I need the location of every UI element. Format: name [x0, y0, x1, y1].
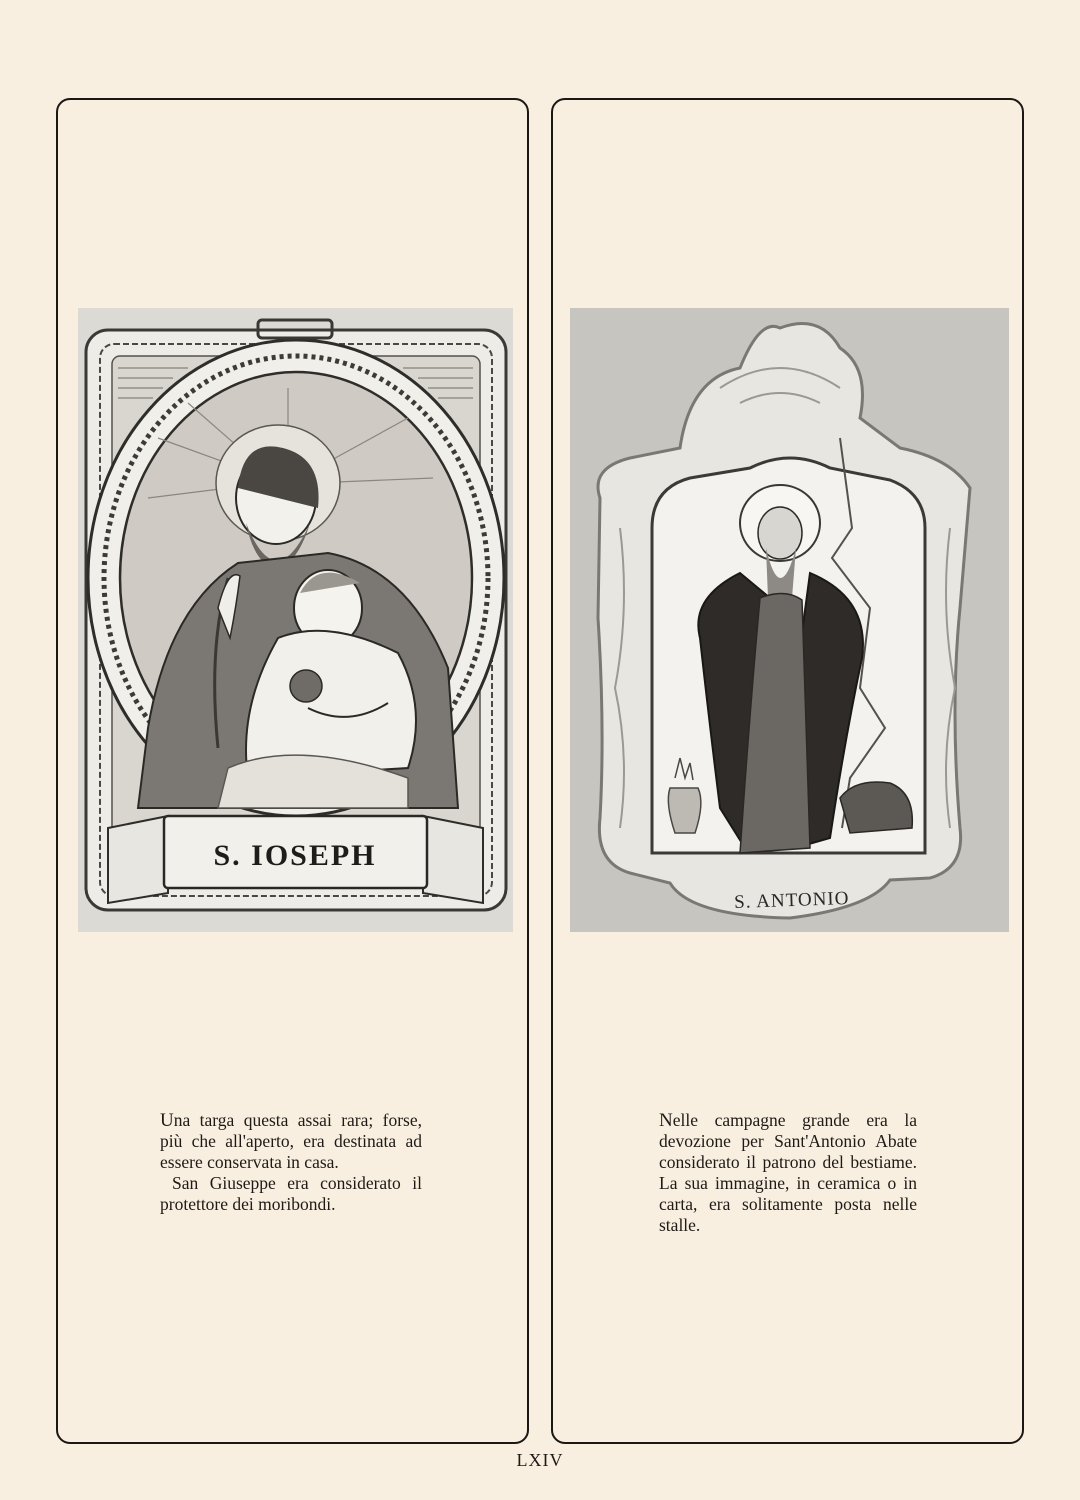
caption-san-giuseppe — [160, 1110, 422, 1215]
caption-paragraph-1 — [659, 1110, 917, 1236]
photo-san-giuseppe — [78, 308, 513, 932]
drop-letter: U — [160, 1110, 174, 1131]
plaque-inscription-antonio: S. ANTONIO — [733, 887, 850, 914]
plaque-inscription-joseph: S. IOSEPH — [213, 839, 377, 872]
caption-sant-antonio — [659, 1110, 917, 1236]
caption-text: na targa questa assai rara; forse, più che all'aperto, era destinata ad essere conservata in casa. — [160, 1110, 422, 1172]
caption-paragraph-1 — [160, 1110, 422, 1173]
ceramic-plaque-san-giuseppe — [78, 308, 513, 932]
photo-sant-antonio — [570, 308, 1009, 932]
caption-text: elle campagne grande era la devozione per Sant'Antonio Abate considerato il patrono del bestiame. La sua immagine, in ceramica o in carta, era solitamente posta nelle stalle. — [659, 1110, 917, 1235]
caption-paragraph-2: San Giuseppe era considerato il protettore dei moribondi. — [160, 1173, 422, 1214]
drop-letter: N — [659, 1110, 673, 1131]
page-number: LXIV — [516, 1450, 564, 1470]
right-panel — [551, 98, 1024, 1444]
left-panel — [56, 98, 529, 1444]
ceramic-plaque-sant-antonio — [570, 308, 1009, 932]
